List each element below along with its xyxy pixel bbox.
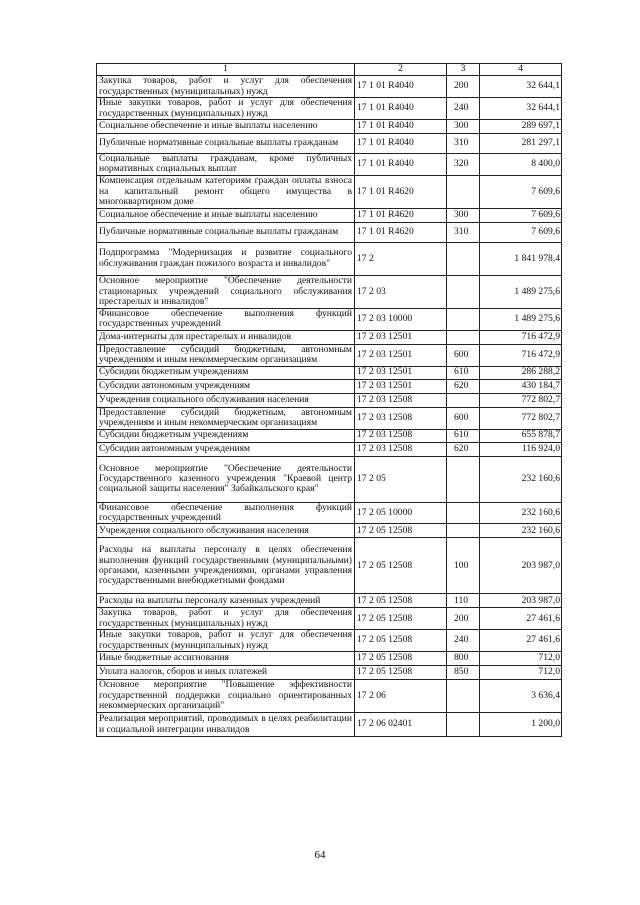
table-row	[97, 98, 562, 120]
target-code-cell: 17 2 06 02401	[355, 713, 447, 737]
table-row	[97, 393, 562, 407]
amount-cell: 1 841 978,4	[480, 242, 562, 275]
expense-type-cell: 110	[447, 594, 480, 608]
expense-type-cell: 800	[447, 652, 480, 666]
table-row	[97, 608, 562, 630]
expense-name-cell: Финансовое обеспечение выполнения функций государственных учреждений	[97, 502, 355, 524]
target-code-cell: 17 2 03 12501	[355, 344, 447, 366]
amount-cell: 772 802,7	[480, 407, 562, 429]
expense-name-cell: Социальное обеспечение и иные выплаты населению	[97, 208, 355, 222]
amount-cell: 716 472,9	[480, 344, 562, 366]
table-row	[97, 630, 562, 652]
target-code-cell: 17 1 01 R4620	[355, 208, 447, 222]
target-code-cell: 17 2 05	[355, 456, 447, 502]
target-code-cell: 17 2 03 12501	[355, 366, 447, 379]
expense-name-cell: Основное мероприятие "Повышение эффективности государственной поддержки социально ориентированных некоммерческих организаций"	[97, 680, 355, 713]
target-code-cell: 17 2 05 12508	[355, 666, 447, 680]
amount-cell: 232 160,6	[480, 524, 562, 538]
expense-name-cell: Иные закупки товаров, работ и услуг для обеспечения государственных (муниципальных) нужд	[97, 98, 355, 120]
target-code-cell: 17 2 05 12508	[355, 630, 447, 652]
expense-type-cell	[447, 393, 480, 407]
header-cell-3: 3	[447, 64, 480, 76]
target-code-cell: 17 2	[355, 242, 447, 275]
expense-name-cell: Подпрограмма "Модернизация и развитие социального обслуживания граждан пожилого возраста и инвалидов"	[97, 242, 355, 275]
expense-name-cell: Закупка товаров, работ и услуг для обеспечения государственных (муниципальных) нужд	[97, 76, 355, 98]
expense-type-cell	[447, 680, 480, 713]
amount-cell: 32 644,1	[480, 76, 562, 98]
expense-name-cell: Основное мероприятие "Обеспечение деятельности стационарных учреждений социального обслуживания престарелых и инвалидов"	[97, 275, 355, 308]
expense-type-cell: 310	[447, 222, 480, 242]
expense-name-cell: Публичные нормативные социальные выплаты гражданам	[97, 222, 355, 242]
expense-type-cell	[447, 308, 480, 330]
target-code-cell: 17 1 01 R4620	[355, 175, 447, 208]
amount-cell: 655 878,7	[480, 429, 562, 442]
table-row	[97, 652, 562, 666]
expense-name-cell: Финансовое обеспечение выполнения функций государственных учреждений	[97, 308, 355, 330]
budget-table	[96, 63, 562, 737]
amount-cell: 1 489 275,6	[480, 275, 562, 308]
expense-name-cell: Иные закупки товаров, работ и услуг для обеспечения государственных (муниципальных) нужд	[97, 630, 355, 652]
table-row	[97, 208, 562, 222]
header-row	[97, 64, 562, 76]
expense-type-cell: 200	[447, 608, 480, 630]
table-row	[97, 442, 562, 456]
amount-cell: 7 609,6	[480, 222, 562, 242]
target-code-cell: 17 1 01 R4040	[355, 98, 447, 120]
amount-cell: 203 987,0	[480, 594, 562, 608]
amount-cell: 7 609,6	[480, 175, 562, 208]
expense-type-cell: 620	[447, 442, 480, 456]
amount-cell: 8 400,0	[480, 154, 562, 176]
expense-name-cell: Основное мероприятие "Обеспечение деятельности Государственного казенного учреждения "Краевой центр социальной защиты населения" Забайкальского края"	[97, 456, 355, 502]
amount-cell: 232 160,6	[480, 456, 562, 502]
table-row	[97, 275, 562, 308]
expense-name-cell: Социальные выплаты гражданам, кроме публичных нормативных социальных выплат	[97, 154, 355, 176]
target-code-cell: 17 1 01 R4620	[355, 222, 447, 242]
expense-name-cell: Закупка товаров, работ и услуг для обеспечения государственных (муниципальных) нужд	[97, 608, 355, 630]
table-row	[97, 154, 562, 176]
table-row	[97, 366, 562, 379]
expense-name-cell: Расходы на выплаты персоналу казенных учреждений	[97, 594, 355, 608]
table-row	[97, 242, 562, 275]
expense-name-cell: Уплата налогов, сборов и иных платежей	[97, 666, 355, 680]
expense-name-cell: Иные бюджетные ассигнования	[97, 652, 355, 666]
expense-name-cell: Учреждения социального обслуживания населения	[97, 524, 355, 538]
expense-type-cell: 310	[447, 134, 480, 154]
target-code-cell: 17 2 05 12508	[355, 652, 447, 666]
expense-name-cell: Предоставление субсидий бюджетным, автономным учреждениям и иным некоммерческим организациям	[97, 407, 355, 429]
expense-type-cell: 200	[447, 76, 480, 98]
header-cell-2: 2	[355, 64, 447, 76]
expense-type-cell: 850	[447, 666, 480, 680]
amount-cell: 1 489 275,6	[480, 308, 562, 330]
table-row	[97, 429, 562, 442]
expense-type-cell: 240	[447, 630, 480, 652]
target-code-cell: 17 2 03 12508	[355, 429, 447, 442]
table-row	[97, 308, 562, 330]
amount-cell: 712,0	[480, 666, 562, 680]
expense-name-cell: Субсидии автономным учреждениям	[97, 442, 355, 456]
target-code-cell: 17 2 06	[355, 680, 447, 713]
target-code-cell: 17 2 03 12508	[355, 442, 447, 456]
target-code-cell: 17 2 05 12508	[355, 608, 447, 630]
table-row	[97, 594, 562, 608]
table-row	[97, 134, 562, 154]
target-code-cell: 17 2 05 12508	[355, 524, 447, 538]
expense-type-cell: 610	[447, 429, 480, 442]
table-row	[97, 344, 562, 366]
amount-cell: 7 609,6	[480, 208, 562, 222]
amount-cell: 32 644,1	[480, 98, 562, 120]
amount-cell: 772 802,7	[480, 393, 562, 407]
target-code-cell: 17 1 01 R4040	[355, 154, 447, 176]
expense-name-cell: Расходы на выплаты персоналу в целях обеспечения выполнения функций государственными (муниципальными) органами, казенными учреждениями, органами управления государственными внебюджетными фондами	[97, 538, 355, 594]
expense-type-cell: 600	[447, 344, 480, 366]
table-row	[97, 407, 562, 429]
header-cell-4: 4	[480, 64, 562, 76]
target-code-cell: 17 2 03 12501	[355, 330, 447, 344]
expense-type-cell: 100	[447, 538, 480, 594]
target-code-cell: 17 2 05 12508	[355, 594, 447, 608]
expense-type-cell	[447, 456, 480, 502]
target-code-cell: 17 2 03 12508	[355, 407, 447, 429]
expense-type-cell	[447, 524, 480, 538]
expense-name-cell: Субсидии автономным учреждениям	[97, 379, 355, 393]
amount-cell: 232 160,6	[480, 502, 562, 524]
amount-cell: 430 184,7	[480, 379, 562, 393]
expense-type-cell: 600	[447, 407, 480, 429]
expense-type-cell	[447, 713, 480, 737]
expense-type-cell	[447, 502, 480, 524]
expense-type-cell: 320	[447, 154, 480, 176]
target-code-cell: 17 2 03 12501	[355, 379, 447, 393]
target-code-cell: 17 2 03	[355, 275, 447, 308]
table-row	[97, 456, 562, 502]
expense-name-cell: Реализация мероприятий, проводимых в целях реабилитации и социальной интеграции инвалидов	[97, 713, 355, 737]
expense-name-cell: Субсидии бюджетным учреждениям	[97, 429, 355, 442]
target-code-cell: 17 2 05 10000	[355, 502, 447, 524]
amount-cell: 712,0	[480, 652, 562, 666]
expense-type-cell: 240	[447, 98, 480, 120]
expense-type-cell	[447, 330, 480, 344]
table-row	[97, 666, 562, 680]
amount-cell: 289 697,1	[480, 120, 562, 134]
target-code-cell: 17 1 01 R4040	[355, 76, 447, 98]
table-row	[97, 330, 562, 344]
amount-cell: 281 297,1	[480, 134, 562, 154]
table-row	[97, 713, 562, 737]
target-code-cell: 17 1 01 R4040	[355, 120, 447, 134]
expense-type-cell: 300	[447, 208, 480, 222]
expense-name-cell: Компенсация отдельным категориям граждан оплаты взноса на капитальный ремонт общего имущества в многоквартирном доме	[97, 175, 355, 208]
table-row	[97, 680, 562, 713]
amount-cell: 286 288,2	[480, 366, 562, 379]
expense-name-cell: Социальное обеспечение и иные выплаты населению	[97, 120, 355, 134]
amount-cell: 3 636,4	[480, 680, 562, 713]
table-row	[97, 175, 562, 208]
amount-cell: 716 472,9	[480, 330, 562, 344]
table-row	[97, 502, 562, 524]
expense-name-cell: Публичные нормативные социальные выплаты гражданам	[97, 134, 355, 154]
expense-type-cell	[447, 275, 480, 308]
target-code-cell: 17 2 05 12508	[355, 538, 447, 594]
expense-type-cell	[447, 242, 480, 275]
amount-cell: 116 924,0	[480, 442, 562, 456]
expense-name-cell: Учреждения социального обслуживания населения	[97, 393, 355, 407]
table-row	[97, 76, 562, 98]
header-cell-1: 1	[97, 64, 355, 76]
amount-cell: 203 987,0	[480, 538, 562, 594]
expense-name-cell: Предоставление субсидий бюджетным, автономным учреждениям и иным некоммерческим организациям	[97, 344, 355, 366]
expense-type-cell: 610	[447, 366, 480, 379]
table-row	[97, 120, 562, 134]
table-row	[97, 524, 562, 538]
page-number: 64	[314, 849, 326, 861]
table-row	[97, 379, 562, 393]
expense-type-cell: 300	[447, 120, 480, 134]
expense-name-cell: Дома-интернаты для престарелых и инвалидов	[97, 330, 355, 344]
target-code-cell: 17 2 03 12508	[355, 393, 447, 407]
amount-cell: 1 200,0	[480, 713, 562, 737]
expense-type-cell: 620	[447, 379, 480, 393]
table-row	[97, 222, 562, 242]
table-row	[97, 538, 562, 594]
amount-cell: 27 461,6	[480, 630, 562, 652]
target-code-cell: 17 1 01 R4040	[355, 134, 447, 154]
expense-type-cell	[447, 175, 480, 208]
expense-name-cell: Субсидии бюджетным учреждениям	[97, 366, 355, 379]
amount-cell: 27 461,6	[480, 608, 562, 630]
target-code-cell: 17 2 03 10000	[355, 308, 447, 330]
